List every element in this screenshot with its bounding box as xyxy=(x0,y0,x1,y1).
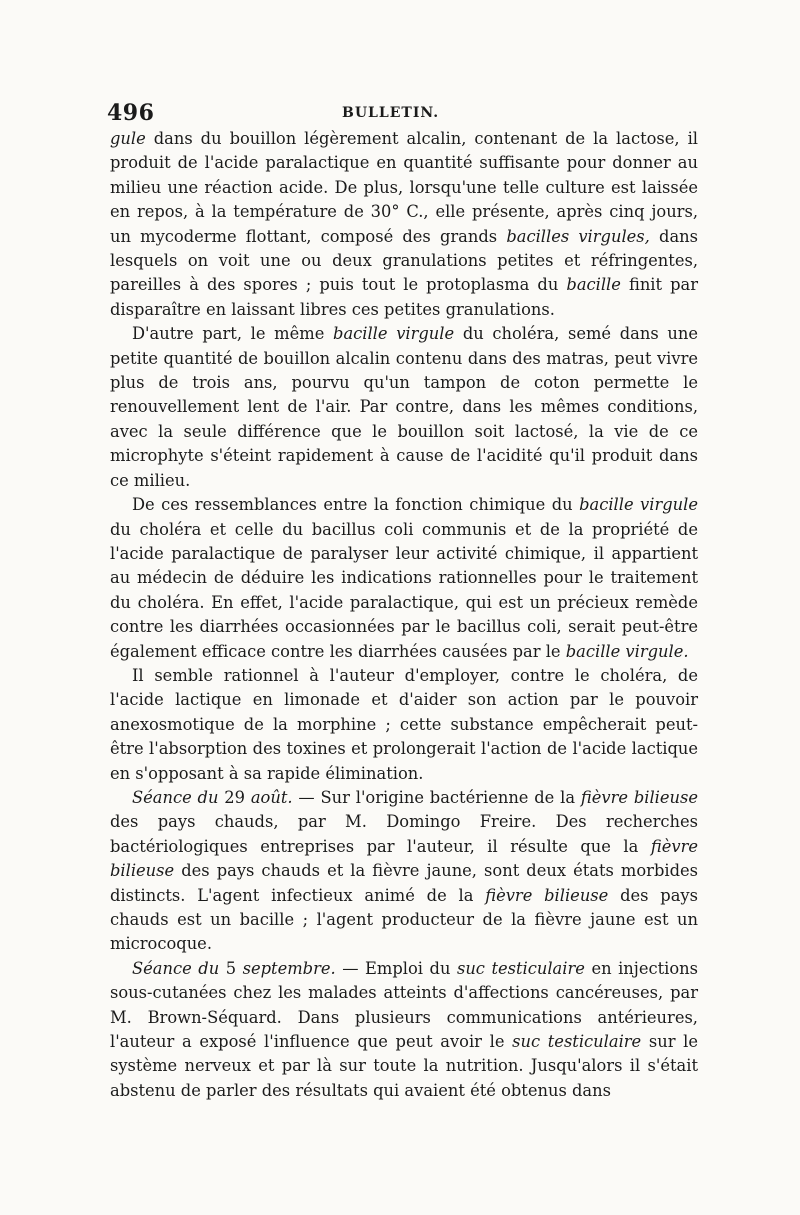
italic-text: gule xyxy=(110,129,146,148)
italic-text: bacille xyxy=(566,275,621,295)
text-run: du choléra, semé dans une petite quantité de bouillon alcalin contenu dans des matras, peut vivre plus de trois ans, pourvu qu'un tampon de coton permette le renouvellement lent de l'air. Par contre, dans les mêmes conditions, avec la seule différence que le bouillon soit lactosé, la vie de ce microphyte s'éteint rapidement à cause de l'acidité qu'il produit dans ce milieu. xyxy=(110,324,698,490)
italic-text: bacille virgule xyxy=(333,324,455,344)
italic-text: bacille virgule xyxy=(579,495,698,515)
text-run: dans du bouillon légèrement alcalin, contenant de la lactose, il produit de l'acide paralactique en quantité suffisante pour donner au milieu une réaction acide. De plus, lorsqu'une telle culture est laissée en repos, à la température de 30° C., elle présente, après cinq jours, un mycoderme flottant, composé des grands xyxy=(110,129,698,246)
italic-text: fièvre bilieuse xyxy=(110,836,698,881)
text-run: dans lesquels on voit une ou deux granulations petites et réfringentes, pareilles à des spores ; puis tout le protoplasma du xyxy=(110,226,698,295)
paragraph xyxy=(110,322,698,493)
italic-text: bacille virgule. xyxy=(565,641,689,661)
text-run: 29 xyxy=(218,787,251,807)
text-run: en injections sous-cutanées chez les malades atteints d'affections cancéreuses, par M. Brown-Séquard. Dans plusieurs communications antérieures, l'auteur a exposé l'influence que peut avoir le xyxy=(110,958,698,1052)
text-run: finit par disparaître en laissant libres ces petites granulations. xyxy=(110,275,699,319)
text-run: sur le système nerveux et par là sur toute la nutrition. Jusqu'alors il s'était abstenu de parler des résultats qui avaient été obtenus dans xyxy=(110,1032,698,1100)
text-run: — Emploi du xyxy=(335,958,457,978)
italic-text: suc testiculaire xyxy=(512,1032,642,1052)
text-run: Il semble rationnel à l'auteur d'employer, contre le choléra, de l'acide lactique en limonade et d'aider son action par le pouvoir anexosmotique de la morphine ; cette substance empêcherait peut-être l'absorption des toxines et prolongerait l'action de l'acide lactique en s'opposant à sa rapide élimination. xyxy=(110,665,698,783)
italic-text: fièvre bilieuse xyxy=(485,885,609,905)
text-run: des pays chauds, par M. Domingo Freire. Des recherches bactériologiques entreprises par l'auteur, il résulte que la xyxy=(110,812,698,856)
italic-text: septembre. xyxy=(242,958,336,978)
text-run: du choléra et celle du bacillus coli communis et de la propriété de l'acide paralactique de paralyser leur activité chimique, il appartient au médecin de déduire les indications rationnelles pour le traitement du choléra. En effet, l'acide paralactique, qui est un précieux remède contre les diarrhées occasionnées par le bacillus coli, serait peut-être également efficace contre les diarrhées causées par le xyxy=(110,519,698,661)
text-run: — Sur l'origine bactérienne de la xyxy=(292,787,581,807)
italic-text: suc testiculaire xyxy=(456,958,585,978)
running-title: BULLETIN. xyxy=(342,105,440,121)
paragraph xyxy=(110,786,698,957)
paragraph xyxy=(110,664,698,786)
italic-text: août. xyxy=(250,787,293,807)
text-run: De ces ressemblances entre la fonction chimique du xyxy=(132,495,580,515)
text-run: des pays chauds et la fièvre jaune, sont deux états morbides distincts. L'agent infectieux animé de la xyxy=(110,861,698,905)
paragraph xyxy=(110,127,698,322)
italic-text: bacilles virgules, xyxy=(506,226,650,246)
paragraph xyxy=(110,493,698,664)
paragraph xyxy=(110,957,698,1103)
page-header xyxy=(107,100,697,130)
text-run: D'autre part, le même xyxy=(132,324,334,344)
body-text xyxy=(110,127,698,1103)
italic-text: Séance du xyxy=(132,958,220,978)
italic-text: fièvre bilieuse xyxy=(580,787,698,807)
italic-text: Séance du xyxy=(132,787,219,807)
text-run: des pays chauds est un bacille ; l'agent producteur de la fièvre jaune est un microcoque. xyxy=(110,885,698,954)
page-number: 496 xyxy=(107,100,155,126)
text-run: 5 xyxy=(219,958,243,978)
